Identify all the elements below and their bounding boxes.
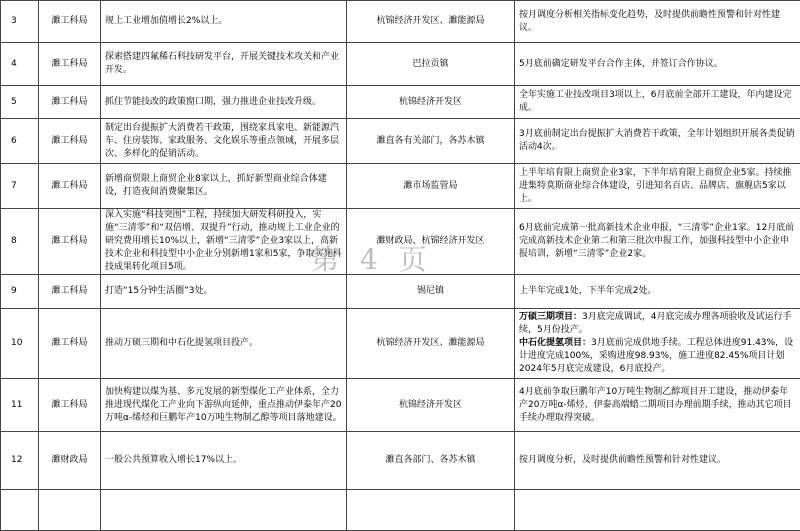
lead-department: 濉工科局: [39, 43, 101, 86]
task-description: 推动万硕三期和中石化提氢项目投产。: [101, 309, 347, 379]
lead-department: 濉工科局: [39, 86, 101, 119]
responsible-unit: [347, 490, 515, 531]
responsible-unit: 濉直各部门、各苏木镇: [347, 432, 515, 490]
row-number: 3: [1, 1, 39, 43]
lead-department: 濉工科局: [39, 275, 101, 309]
table-row: [1, 379, 800, 432]
row-number: 7: [1, 164, 39, 209]
progress-plan: 上半年培育限上商贸企业3家，下半年培育限上商贸企业5家。持续推进集特莫斯商业综合体建设，引进知名百店、品牌店、旗舰店5家以上。: [515, 164, 800, 209]
table-row: [1, 1, 800, 43]
task-description: [101, 490, 347, 531]
lead-department: 濉工科局: [39, 119, 101, 164]
responsible-unit: 杭锦经济开发区: [347, 379, 515, 432]
task-description: 深入实施“科技突围”工程，持续加大研发科研投入，实施“三清零”和“双倍增、双提升”行动，推动规上工业企业的研究费用增长10%以上，新增“三清零”企业3家以上，高新技术企业和科技型中小企业分别新增1家和5家，争取实施科技成果转化项目5项。: [101, 209, 347, 275]
row-number: 12: [1, 432, 39, 490]
progress-heading: 中石化提氢项目：: [519, 338, 591, 348]
page-watermark: 第 4 页: [311, 238, 433, 278]
responsible-unit: 杭锦经济开发区、濉能源局: [347, 309, 515, 379]
table-row: [1, 86, 800, 119]
responsible-unit: 巴拉贡镇: [347, 43, 515, 86]
table-row: [1, 275, 800, 309]
progress-plan: 6月底前完成第一批高新技术企业申报，“三清零”企业1家。12月底前完成高新技术企业第二和第三批次申报工作，加强科技型中小企业申报培训，新增“三清零”企业2家。: [515, 209, 800, 275]
responsible-unit: 濉直各有关部门，各苏木镇: [347, 119, 515, 164]
row-number: 9: [1, 275, 39, 309]
row-number: 5: [1, 86, 39, 119]
lead-department: 濉工科局: [39, 379, 101, 432]
row-number: 6: [1, 119, 39, 164]
responsible-unit: 濉市场监管局: [347, 164, 515, 209]
task-description: 一般公共预算收入增长17%以上。: [101, 432, 347, 490]
lead-department: 濉工科局: [39, 164, 101, 209]
row-number: 8: [1, 209, 39, 275]
table-row: [1, 43, 800, 86]
task-description: 抓住节能技改的政策窗口期，强力推进企业技改升级。: [101, 86, 347, 119]
lead-department: 濉财政局: [39, 432, 101, 490]
responsible-unit: 杭锦经济开发区、濉能源局: [347, 1, 515, 43]
progress-text: 3月底前完成供地手续。工程总体进度91.43%，设计进度完成100%，采购进度98.93%，施工进度82.45%项目计划2024年5月底完成建设，6月底投产。: [519, 338, 793, 374]
table-row: [1, 209, 800, 275]
lead-department: 濉工科局: [39, 309, 101, 379]
lead-department: 濉工科局: [39, 1, 101, 43]
progress-plan: 3月底前制定出台提振扩大消费若干政策，全年计划组织开展各类促销活动4次。: [515, 119, 800, 164]
table-row: [1, 119, 800, 164]
progress-plan: [515, 309, 800, 379]
progress-plan: 上半年完成1处，下半年完成2处。: [515, 275, 800, 309]
progress-plan: 5月底前确定研发平台合作主体，并签订合作协议。: [515, 43, 800, 86]
progress-heading: 万硕三期项目：: [519, 312, 582, 322]
row-number: 4: [1, 43, 39, 86]
progress-plan: 按月调度分析相关指标变化趋势，及时提供前瞻性预警和针对性建议。: [515, 1, 800, 43]
responsible-unit: 锡尼镇: [347, 275, 515, 309]
table-row: [1, 164, 800, 209]
responsible-unit: 杭锦经济开发区: [347, 86, 515, 119]
task-description: 加快构建以煤为基、多元发展的新型煤化工产业体系，全力推进现代煤化工产业向下游纵向延伸，重点推动伊泰年产20万吨α-烯烃和巨鹏年产10万吨生物制乙醇等项目落地建设。: [101, 379, 347, 432]
task-description: 探索搭建四氟稀石科技研发平台，开展关键技术攻关和产业开发。: [101, 43, 347, 86]
row-number: 10: [1, 309, 39, 379]
progress-plan: 全年实施工业技改项目3项以上，6月底前全部开工建设，年内建设完成。: [515, 86, 800, 119]
task-description: 制定出台提振扩大消费若干政策，围绕家具家电、新能源汽车、住房装饰、家政服务、文化娱乐等重点领域，开展多层次、多样化的促销活动。: [101, 119, 347, 164]
progress-plan: [515, 490, 800, 531]
task-description: 打造“15分钟生活圈”3处。: [101, 275, 347, 309]
task-description: 新增商贸限上商贸企业8家以上，抓好新型商业综合体建设，打造夜间消费聚集区。: [101, 164, 347, 209]
table-row: [1, 309, 800, 379]
task-description: 规上工业增加值增长2%以上。: [101, 1, 347, 43]
responsible-unit: 濉财政局、杭锦经济开发区: [347, 209, 515, 275]
lead-department: [39, 490, 101, 531]
row-number: [1, 490, 39, 531]
lead-department: 濉工科局: [39, 209, 101, 275]
row-number: 11: [1, 379, 39, 432]
progress-text: 3月底完成调试，4月底完成办理各项验收及试运行手续，5月份投产。: [519, 312, 791, 335]
table-row: [1, 490, 800, 531]
progress-plan: 4月底前争取巨鹏年产10万吨生物制乙醇项目开工建设，推动伊泰年产20万吨α-烯烃、伊泰高端蜡二期项目办理前期手续，推动其它项目手续办理取得突破。: [515, 379, 800, 432]
table-row: [1, 432, 800, 490]
progress-plan: 按月调度分析，及时提供前瞻性预警和针对性建议。: [515, 432, 800, 490]
